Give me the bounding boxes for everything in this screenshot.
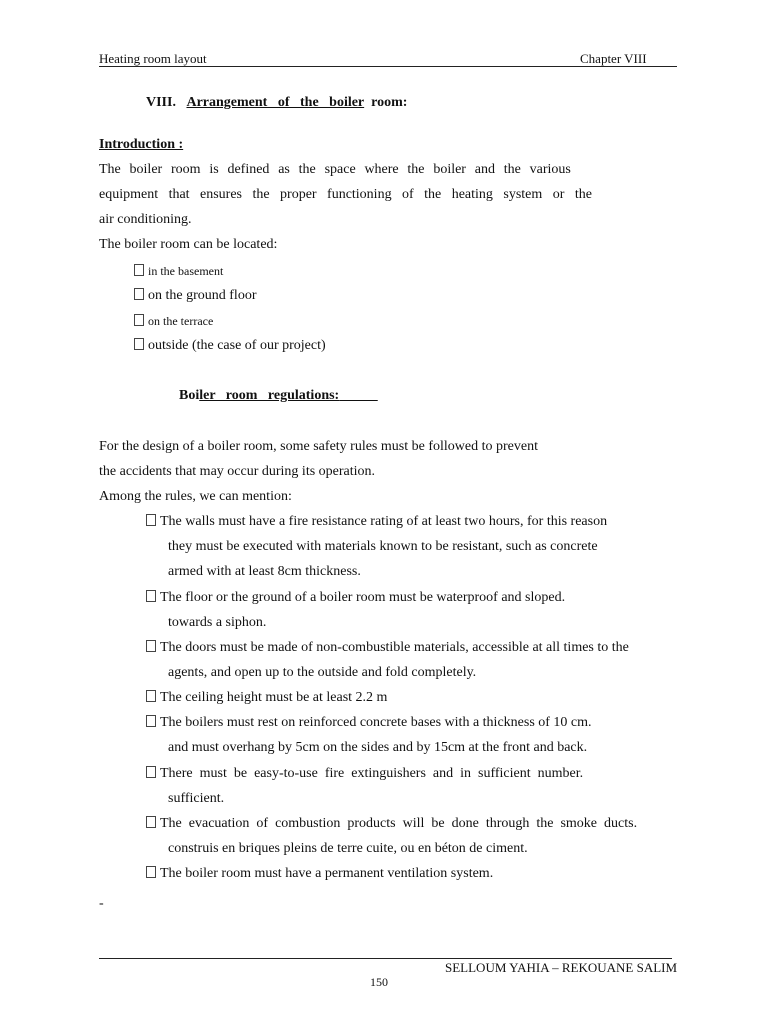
word: heating: [451, 187, 493, 202]
rule-continuation: armed with at least 8cm thickness.: [168, 564, 361, 579]
rule-continuation: agents, and open up to the outside and fold completely.: [168, 665, 477, 680]
checkbox-bullet-icon: [146, 640, 156, 652]
checkbox-bullet-icon: [134, 288, 144, 300]
checkbox-bullet-icon: [146, 866, 156, 878]
location-item: outside (the case of our project): [134, 338, 326, 354]
regulations-line-3: Among the rules, we can mention:: [99, 489, 292, 504]
word: various: [529, 162, 571, 177]
word: room: [170, 162, 201, 177]
rule-continuation: and must overhang by 5cm on the sides and by 15cm at the front and back.: [168, 740, 588, 755]
footer-rule: [99, 958, 672, 959]
section-title: [146, 95, 407, 111]
word: defined: [227, 162, 270, 177]
rule-continuation: they must be executed with materials known to be resistant, such as concrete: [168, 539, 598, 554]
word: the: [574, 187, 592, 202]
regulations-line-2: the accidents that may occur during its operation.: [99, 464, 376, 479]
rule-item: There must be easy-to-use fire extinguishers and in sufficient number.: [146, 766, 583, 782]
checkbox-bullet-icon: [146, 690, 156, 702]
word: The: [99, 162, 121, 177]
rule-item: The walls must have a fire resistance rating of at least two hours, for this reason: [146, 514, 607, 530]
word: the: [407, 162, 425, 177]
checkbox-bullet-icon: [146, 816, 156, 828]
word: proper: [280, 187, 317, 202]
footer-authors: SELLOUM YAHIA – REKOUANE SALIM: [445, 960, 678, 975]
intro-line-1: [99, 162, 571, 178]
word: is: [209, 162, 219, 177]
checkbox-bullet-icon: [146, 590, 156, 602]
checkbox-bullet-icon: [134, 264, 144, 276]
checkbox-bullet-icon: [146, 766, 156, 778]
word: equipment: [99, 187, 159, 202]
rule-item: The evacuation of combustion products will be done through the smoke ducts.: [146, 816, 637, 832]
word: boiler: [433, 162, 466, 177]
rule-item: The ceiling height must be at least 2.2 m: [146, 690, 387, 706]
stray-dash: -: [99, 896, 104, 911]
word: system: [503, 187, 543, 202]
intro-line-3: air conditioning.: [99, 212, 192, 227]
rule-continuation: towards a siphon.: [168, 615, 267, 630]
rule-item: The boilers must rest on reinforced concrete bases with a thickness of 10 cm.: [146, 715, 592, 731]
location-item: on the ground floor: [134, 288, 256, 304]
intro-heading: Introduction :: [99, 137, 184, 152]
word: that: [168, 187, 190, 202]
regulations-line-1: For the design of a boiler room, some safety rules must be followed to prevent: [99, 439, 538, 454]
section-title-underlined: Arrangement of the boiler: [186, 95, 365, 110]
word: boiler: [129, 162, 163, 177]
rule-item: The boiler room must have a permanent ventilation system.: [146, 866, 493, 882]
header-rule: [99, 66, 677, 67]
checkbox-bullet-icon: [146, 715, 156, 727]
rule-continuation: sufficient.: [168, 791, 225, 806]
word: the: [503, 162, 521, 177]
word: space: [324, 162, 356, 177]
section-number: VIII.: [146, 95, 176, 110]
page-number: 150: [370, 975, 388, 989]
checkbox-bullet-icon: [134, 314, 144, 326]
word: the: [252, 187, 270, 202]
rule-continuation: construis en briques pleins de terre cuite, ou en béton de ciment.: [168, 841, 528, 856]
word: or: [552, 187, 565, 202]
word: where: [364, 162, 399, 177]
intro-line-4: The boiler room can be located:: [99, 237, 278, 252]
rule-item: The doors must be made of non-combustible materials, accessible at all times to the: [146, 640, 629, 656]
intro-line-2: [99, 187, 592, 203]
section-title-end: room:: [371, 95, 408, 110]
header-chapter: Chapter VIII: [580, 51, 647, 66]
word: the: [298, 162, 316, 177]
rule-item: The floor or the ground of a boiler room must be waterproof and sloped.: [146, 590, 565, 606]
word: ensures: [200, 187, 243, 202]
checkbox-bullet-icon: [134, 338, 144, 350]
location-item: in the basement: [134, 264, 223, 279]
word: and: [474, 162, 495, 177]
word: functioning: [327, 187, 392, 202]
regulations-heading: Boiler room regulations:: [179, 388, 340, 403]
word: of: [402, 187, 414, 202]
word: as: [278, 162, 290, 177]
word: the: [424, 187, 442, 202]
location-item: on the terrace: [134, 314, 213, 329]
header-left: Heating room layout: [99, 51, 207, 66]
checkbox-bullet-icon: [146, 514, 156, 526]
